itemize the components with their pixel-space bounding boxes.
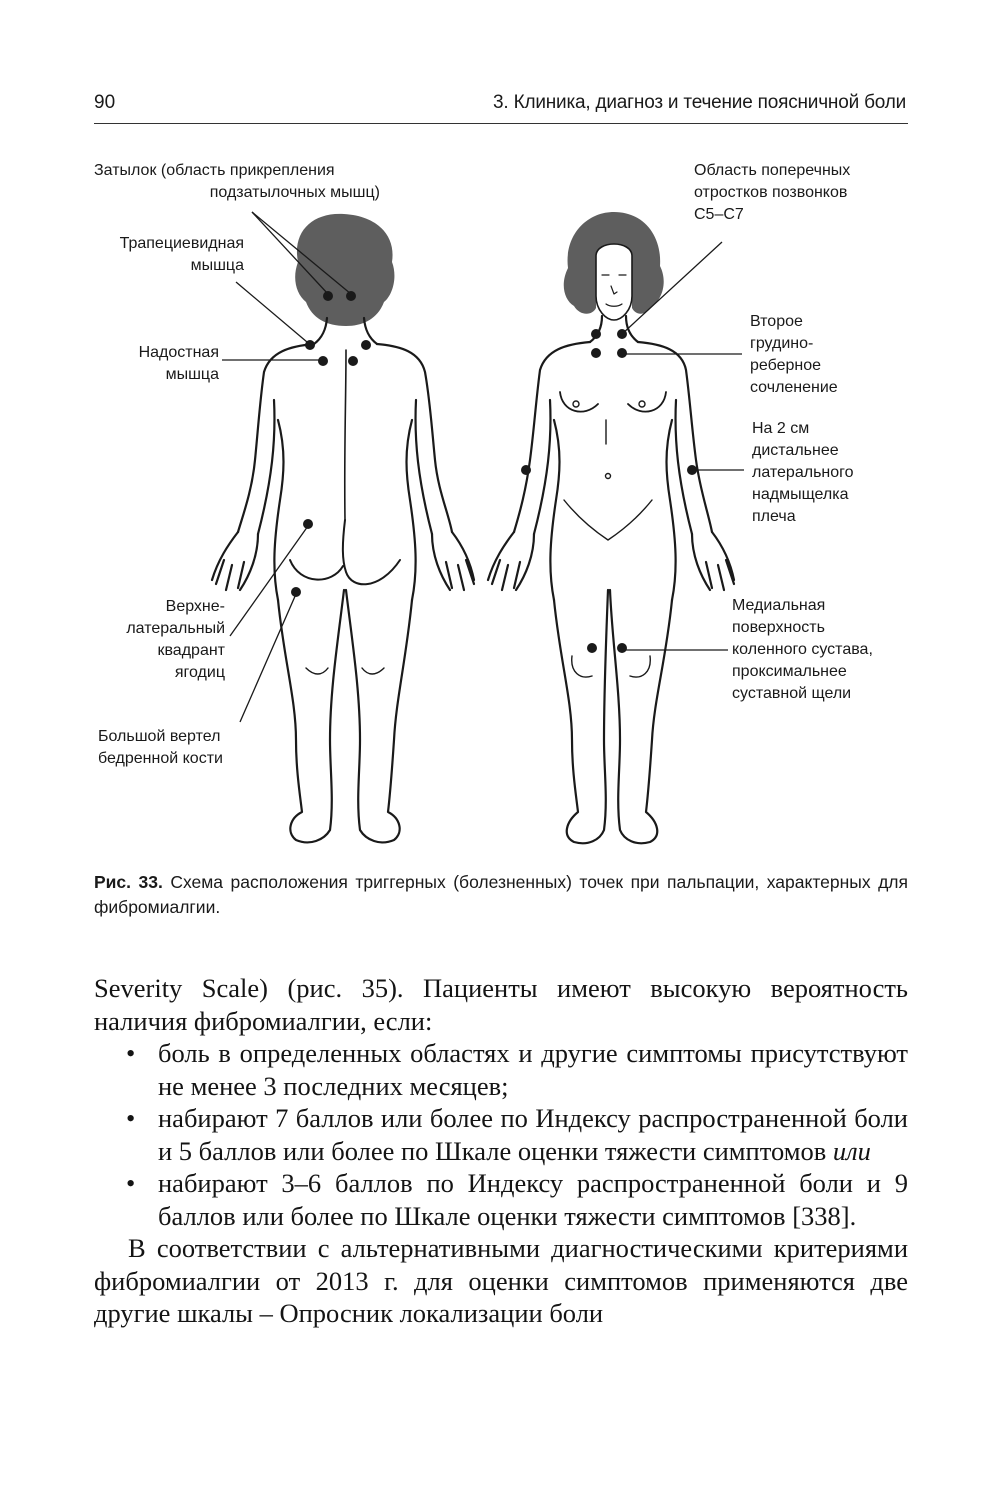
- trigger-point-cervical-left: [591, 329, 601, 339]
- label-knee-line4: проксимальнее: [732, 663, 847, 680]
- front-face: [596, 244, 632, 320]
- label-epicondyle-line3: латерального: [752, 464, 854, 481]
- front-body-left-outline: [514, 342, 590, 532]
- label-knee-line3: коленного сустава,: [732, 641, 873, 658]
- back-left-leg: [278, 590, 344, 842]
- back-right-inner-arm: [416, 400, 432, 534]
- trigger-point-cervical-right: [617, 329, 627, 339]
- leader-trapezius: [236, 282, 307, 342]
- label-rib-line2: грудино-: [750, 335, 814, 352]
- front-left-hand: [488, 532, 534, 590]
- back-left-waist: [274, 420, 283, 600]
- trigger-point-knee-left: [587, 643, 597, 653]
- front-knees: [572, 656, 651, 677]
- trigger-point-rib-right: [617, 348, 627, 358]
- trigger-point-supraspinatus-left: [318, 356, 328, 366]
- back-view-figure: [212, 214, 474, 843]
- label-rib-line1: Второе: [750, 313, 803, 330]
- list-item: [94, 1167, 908, 1232]
- intro-paragraph: Severity Scale) (рис. 35). Пациенты имеют высокую вероятность наличия фибромиалгии, если:: [94, 973, 908, 1036]
- list-item: [94, 1037, 908, 1102]
- list-item-text: набирают 7 баллов или более по Индексу распространенной боли и 5 баллов или более по Шкале оценки тяжести симптомов: [158, 1103, 908, 1166]
- label-epicondyle-line4: надмыщелка: [752, 486, 849, 503]
- bullet-marker: •: [126, 1103, 136, 1133]
- label-trochanter-line2: бедренной кости: [98, 750, 223, 767]
- list-item-emphasis: или: [832, 1135, 871, 1166]
- label-cervical-line3: C5–C7: [694, 206, 744, 223]
- page-number: 90: [94, 92, 116, 113]
- front-left-leg: [554, 590, 608, 843]
- label-epicondyle-line1: На 2 см: [752, 420, 810, 437]
- back-body-left-outline: [238, 344, 314, 532]
- running-header: 3. Клиника, диагноз и течение поясничной боли: [493, 92, 906, 113]
- label-rib-line4: сочленение: [750, 379, 838, 396]
- trigger-point-epicondyle-right: [687, 465, 697, 475]
- label-cervical-line2: отростков позвонков: [694, 184, 848, 201]
- label-epicondyle-line2: дистальнее: [752, 442, 839, 459]
- trigger-point-rib-left: [591, 348, 601, 358]
- label-knee-line2: поверхность: [732, 619, 825, 636]
- label-knee-line1: Медиальная: [732, 597, 826, 614]
- figure-labels: [94, 162, 873, 767]
- list-item: [94, 1102, 908, 1167]
- label-gluteal-line2: латеральный: [126, 620, 225, 637]
- label-trochanter-line1: Большой вертел: [98, 728, 221, 745]
- trigger-point-knee-right: [617, 643, 627, 653]
- figure-caption-label: Рис. 33.: [94, 872, 163, 892]
- label-cervical-line1: Область поперечных: [694, 162, 851, 179]
- trigger-points: [291, 291, 697, 653]
- front-left-waist: [550, 420, 559, 600]
- back-right-hand: [432, 532, 474, 590]
- back-knees: [306, 668, 384, 674]
- label-knee-line5: суставной щели: [732, 685, 852, 702]
- label-trapezius-line2: мышца: [190, 257, 244, 274]
- leader-trochanter: [240, 594, 296, 722]
- label-epicondyle-line5: плеча: [752, 508, 796, 525]
- trigger-point-gluteal: [303, 519, 313, 529]
- bullet-marker: •: [126, 1038, 136, 1068]
- bullet-marker: •: [126, 1168, 136, 1198]
- label-gluteal-line4: ягодиц: [174, 664, 225, 681]
- label-trapezius-line1: Трапециевидная: [119, 235, 244, 252]
- list-item-text: набирают 3–6 баллов по Индексу распространенной боли и 9 баллов или более по Шкале оценки тяжести симптомов [338].: [158, 1168, 908, 1231]
- trigger-point-trapezius-left: [305, 340, 315, 350]
- body-text: [94, 972, 908, 1330]
- front-view-figure: [488, 212, 734, 843]
- trigger-point-epicondyle-left: [521, 465, 531, 475]
- trigger-point-occiput-right: [346, 291, 356, 301]
- figure-caption-text: Схема расположения триггерных (болезненных) точек при пальпации, характерных для фибромиалгии.: [94, 872, 908, 917]
- body-paragraph: В соответствии с альтернативными диагностическими критериями фибромиалгии от 2013 г. для оценки симптомов применяются две другие шкалы – Опросник локализации боли: [94, 1233, 908, 1328]
- label-supraspinatus-line1: Надостная: [138, 344, 219, 361]
- label-occiput-line1: Затылок (область прикрепления: [94, 162, 335, 179]
- figure-caption: [94, 870, 908, 920]
- trigger-point-trapezius-right: [361, 340, 371, 350]
- trigger-point-occiput-left: [323, 291, 333, 301]
- trigger-point-supraspinatus-right: [348, 356, 358, 366]
- back-body-right-outline: [377, 344, 452, 532]
- back-buttocks: [290, 520, 400, 584]
- front-right-leg: [610, 590, 672, 843]
- front-right-waist: [667, 420, 676, 600]
- front-navel: [606, 474, 611, 479]
- back-left-inner-arm: [258, 400, 274, 534]
- back-spine: [345, 350, 346, 520]
- label-gluteal-line3: квадрант: [157, 642, 225, 659]
- front-left-nipple: [573, 401, 579, 407]
- front-right-hand: [692, 532, 734, 590]
- front-breasts: [560, 392, 666, 412]
- label-gluteal-line1: Верхне-: [165, 598, 225, 615]
- label-rib-line3: реберное: [750, 357, 822, 374]
- back-right-waist: [407, 420, 416, 600]
- trigger-point-trochanter: [291, 587, 301, 597]
- back-hair: [295, 214, 394, 326]
- front-left-inner-arm: [534, 400, 550, 534]
- back-right-leg: [346, 590, 412, 842]
- label-occiput-line2: подзатылочных мышц): [209, 184, 380, 201]
- leader-gluteal: [230, 526, 308, 636]
- back-left-hand: [212, 532, 258, 590]
- label-supraspinatus-line2: мышца: [165, 366, 219, 383]
- front-abdomen-lines: [564, 420, 652, 540]
- list-item-text: боль в определенных областях и другие симптомы присутствуют не менее 3 последних месяцев;: [158, 1038, 908, 1101]
- front-right-nipple: [639, 401, 645, 407]
- criteria-list: [94, 1037, 908, 1232]
